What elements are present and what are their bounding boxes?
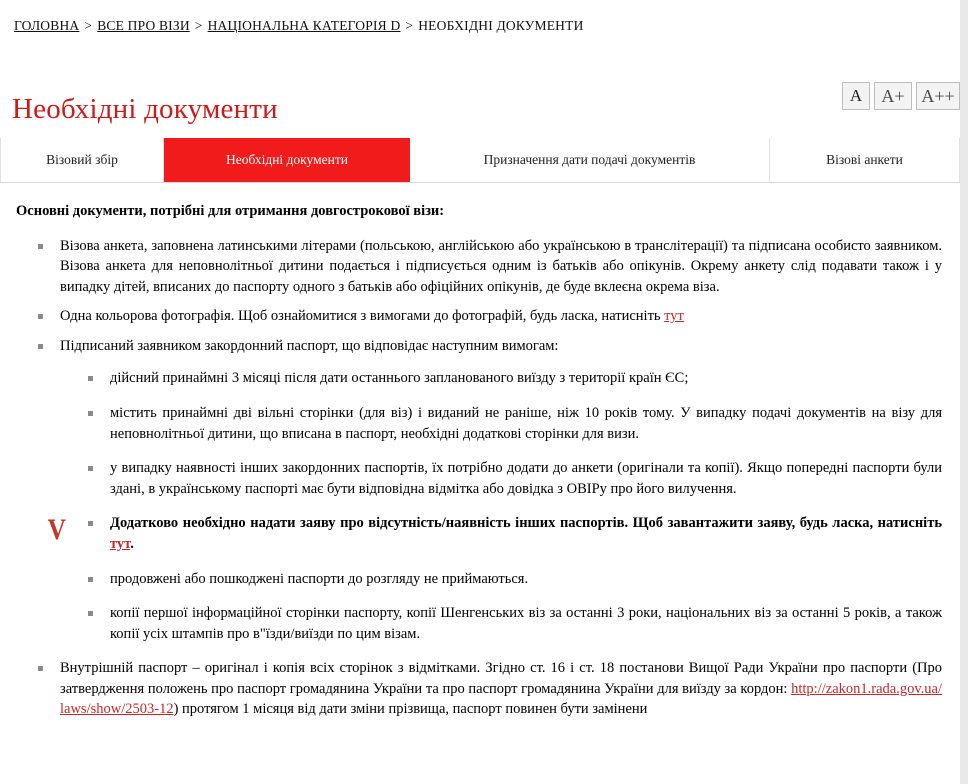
- law-reference-link[interactable]: http://zakon1.rada.gov.ua/laws/show/2503-12: [60, 680, 942, 718]
- breadcrumb-item-home[interactable]: ГОЛОВНА: [14, 18, 80, 33]
- list-item-text: Візова анкета, заповнена латинськими літерами (польською, англійською або українською в транслітерації) та підписана особисто заявником. Візова анкета для неповнолітньої дитини подається і підписується одним із батьків або опікунів. Окрему анкету слід подавати також і у випадку дітей, вписаних до паспорту одного з батьків або офіційних опікунів, де буде вклеєна окрема віза.: [60, 237, 942, 295]
- font-size-controls: [842, 82, 960, 110]
- title-row: [0, 74, 960, 128]
- list-item-highlighted: [47, 513, 942, 554]
- checkmark-icon: V: [47, 513, 67, 547]
- tab-bar: [0, 138, 960, 183]
- tab-visa-fee[interactable]: Візовий збір: [0, 138, 164, 182]
- list-item: [76, 569, 942, 590]
- list-item: [26, 236, 942, 298]
- font-size-largest-button[interactable]: A++: [916, 82, 960, 110]
- page-title: Необхідні документи: [12, 93, 278, 126]
- font-size-larger-button[interactable]: A+: [874, 82, 912, 110]
- list-item: [76, 458, 942, 499]
- list-item: [26, 658, 942, 720]
- list-item: [26, 306, 942, 327]
- list-item-text: Одна кольорова фотографія. Щоб ознайомитися з вимогами до фотографій, будь ласка, натисніть: [60, 308, 665, 325]
- list-item-text: дійсний принаймні 3 місяці після дати останнього запланованого виїзду з території країн ЄС;: [110, 370, 689, 387]
- list-item-text: Підписаний заявником закордонний паспорт, що відповідає наступним вимогам:: [60, 337, 559, 354]
- breadcrumb-separator: >: [84, 18, 93, 33]
- breadcrumb-item-current: НЕОБХІДНІ ДОКУМЕНТИ: [418, 18, 584, 33]
- list-item-text-tail: ) протягом 1 місяця від дати зміни прізвища, паспорт повинен бути замінени: [173, 701, 648, 718]
- list-item-text: Додатково необхідно надати заяву про відсутність/наявність інших паспортів. Щоб завантажити заяву, будь ласка, натисніть: [110, 515, 942, 532]
- main-content: [0, 183, 960, 720]
- tab-required-documents[interactable]: Необхідні документи: [164, 138, 410, 182]
- list-item-text: копії першої інформаційної сторінки паспорту, копії Шенгенських віз за останні 3 роки, національних віз за останні 5 років, а також копії усіх штампів про в"їзди/виїзди по цим візам.: [110, 605, 942, 642]
- breadcrumb: [0, 0, 960, 34]
- list-item-text: Внутрішній паспорт – оригінал і копія всіх сторінок з відмітками. Згідно ст. 16 і ст. 18 постанови Вищої Ради України про паспорти (Про затвердження положень про паспорт громадянина України та про паспорт громадянина України для виїзду за кордон:: [60, 660, 942, 697]
- tab-visa-forms[interactable]: Візові анкети: [770, 138, 960, 182]
- list-item-text: містить принаймні дві вільні сторінки (для віз) і виданий не раніше, ніж 10 років тому. У випадку подачі документів на візу для неповнолітньої дитини, що вписана в паспорт, необхідні додаткові сторінки для визи.: [110, 405, 942, 442]
- list-item: [26, 336, 942, 644]
- breadcrumb-separator: >: [405, 18, 414, 33]
- breadcrumb-separator: >: [194, 18, 203, 33]
- breadcrumb-item-national-category-d[interactable]: НАЦІОНАЛЬНА КАТЕГОРІЯ D: [207, 18, 401, 33]
- list-item-text: продовжені або пошкоджені паспорти до розгляду не приймаються.: [110, 570, 529, 587]
- list-item-text-tail: .: [130, 535, 134, 552]
- breadcrumb-item-all-about-visas[interactable]: ВСЕ ПРО ВІЗИ: [97, 18, 190, 33]
- list-item-text: у випадку наявності інших закордонних паспортів, їх потрібно додати до анкети (оригінали та копії). Якщо попередні паспорти були здані, в українському паспорті має бути відповідна відмітка або довідка з ОВІРу про його вилучення.: [110, 460, 942, 497]
- list-item: [76, 403, 942, 444]
- list-item: [76, 368, 942, 389]
- requirements-list: [14, 236, 942, 720]
- tab-appointment-date[interactable]: Призначення дати подачі документів: [410, 138, 770, 182]
- download-statement-link[interactable]: тут: [110, 535, 131, 552]
- content-lead: Основні документи, потрібні для отримання довгострокової візи:: [16, 203, 445, 219]
- passport-requirements-sublist: [47, 368, 942, 644]
- list-item: [76, 603, 942, 644]
- photo-requirements-link[interactable]: тут: [664, 308, 684, 325]
- font-size-normal-button[interactable]: A: [842, 82, 870, 110]
